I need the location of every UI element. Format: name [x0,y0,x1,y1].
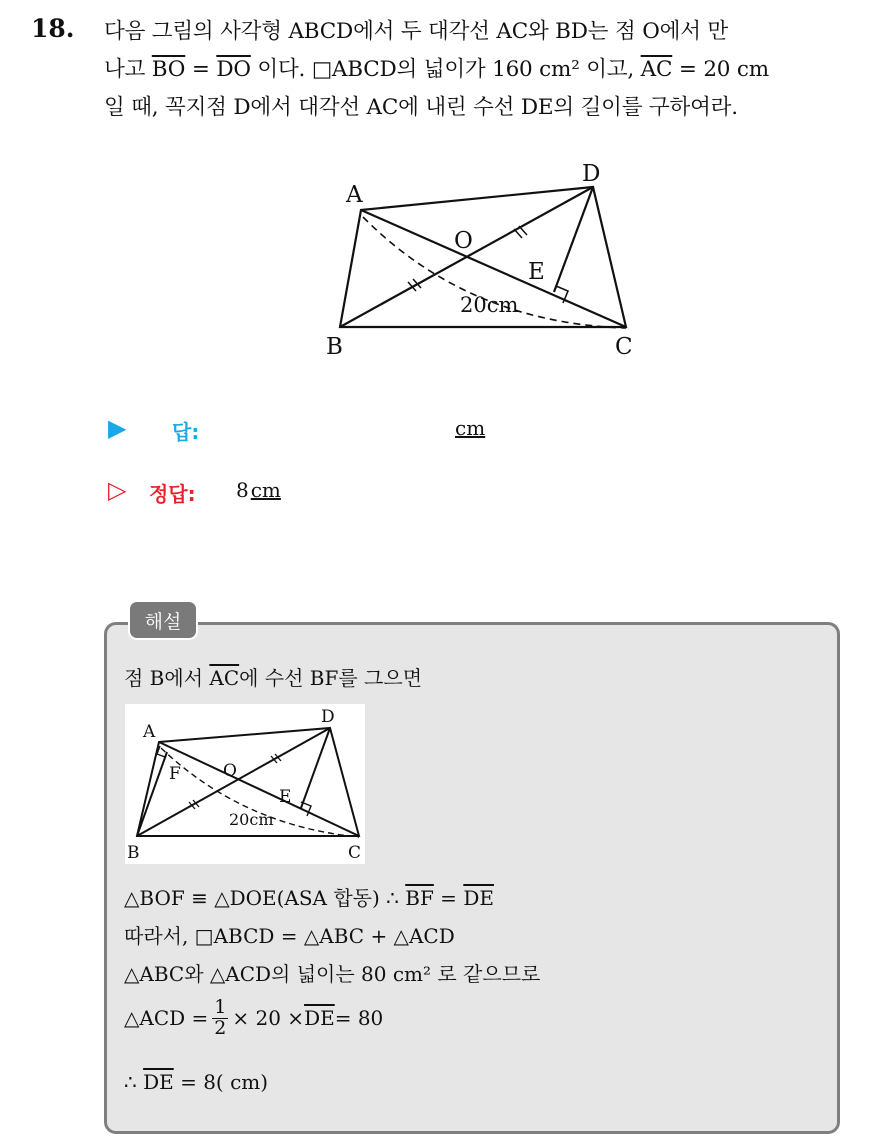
question-number: 18. [31,14,75,43]
vertex-label-d: D [582,161,601,187]
segment-bf: $\overline{BF}$ [405,886,434,910]
vertex-label-b: B [326,334,343,360]
vertex-label-a: A [346,182,363,208]
segment-de: $\overline{DE}$ [143,1070,174,1094]
answer-marker-icon: ▶ [108,414,127,442]
tick-mark [514,229,522,238]
perpendicular-de [301,728,330,808]
point-label-e: E [279,787,292,807]
segment-de: $\overline{DE}$ [463,886,494,910]
fraction-one-half: $\frac{1}{2}$ [214,996,227,1039]
solution-line-6: ∴ $\overline{DE} = 8$( cm) [124,1070,269,1094]
vertex-label-a: A [143,722,156,742]
correct-answer: 8 cm [236,478,281,502]
quadrilateral-figure [318,155,648,367]
tick-mark [519,226,527,235]
answer-label: 답: [172,420,200,444]
solution-line-3: 따라서, □ABCD = △ABC + △ACD [124,924,455,948]
vertex-label-d: D [321,707,335,727]
solution-line-4: △ABC와 △ACD의 넓이는 80 cm² 로 같으므로 [124,962,541,986]
question-line-2: 나고 $\overline{BO} = \overline{DO}$ 이다. □ABCD의 넓이가 160 cm² 이고, $\overline{AC} = 20$ cm [104,57,769,82]
length-label: 20cm [229,810,274,829]
answer-unit: cm [455,416,486,440]
segment-bo: $\overline{BO}$ [151,57,186,82]
segment-do: $\overline{DO}$ [216,57,251,82]
perpendicular-bf [137,752,167,836]
solution-line-1: 점 B에서 $\overline{AC}$에 수선 BF를 그으면 [124,666,423,690]
correct-marker-icon: ▷ [108,476,127,504]
vertex-label-c: C [615,334,633,360]
question-line-3: 일 때, 꼭지점 D에서 대각선 AC에 내린 수선 DE의 길이를 구하여라. [104,95,738,120]
point-label-f: F [169,764,181,784]
solution-line-2: △BOF ≡ △DOE(ASA 합동) ∴ $\overline{BF} = \overline{DE}$ [124,886,494,910]
vertex-label-c: C [348,843,362,863]
correct-label: 정답: [149,482,196,506]
solution-box [104,622,840,1134]
vertex-label-b: B [127,843,140,863]
length-label: 20cm [460,293,519,317]
segment-ac: $\overline{AC}$ [209,666,240,690]
solution-tag: 해설 [128,600,198,640]
segment-ac: $\overline{AC}$ [640,57,673,82]
answer-input[interactable] [455,416,485,440]
perpendicular-de [554,187,593,292]
point-label-o: O [454,228,473,254]
solution-line-5: △ACD = $\frac{1}{2}$ × 20 × $\overline{DE}$ = 80 [124,996,384,1039]
solution-figure [125,704,365,864]
question-line-1: 다음 그림의 사각형 ABCD에서 두 대각선 AC와 BD는 점 O에서 만 [104,19,728,44]
point-label-o: O [223,761,237,781]
point-label-e: E [528,259,545,285]
segment-de: $\overline{DE}$ [304,1006,335,1031]
